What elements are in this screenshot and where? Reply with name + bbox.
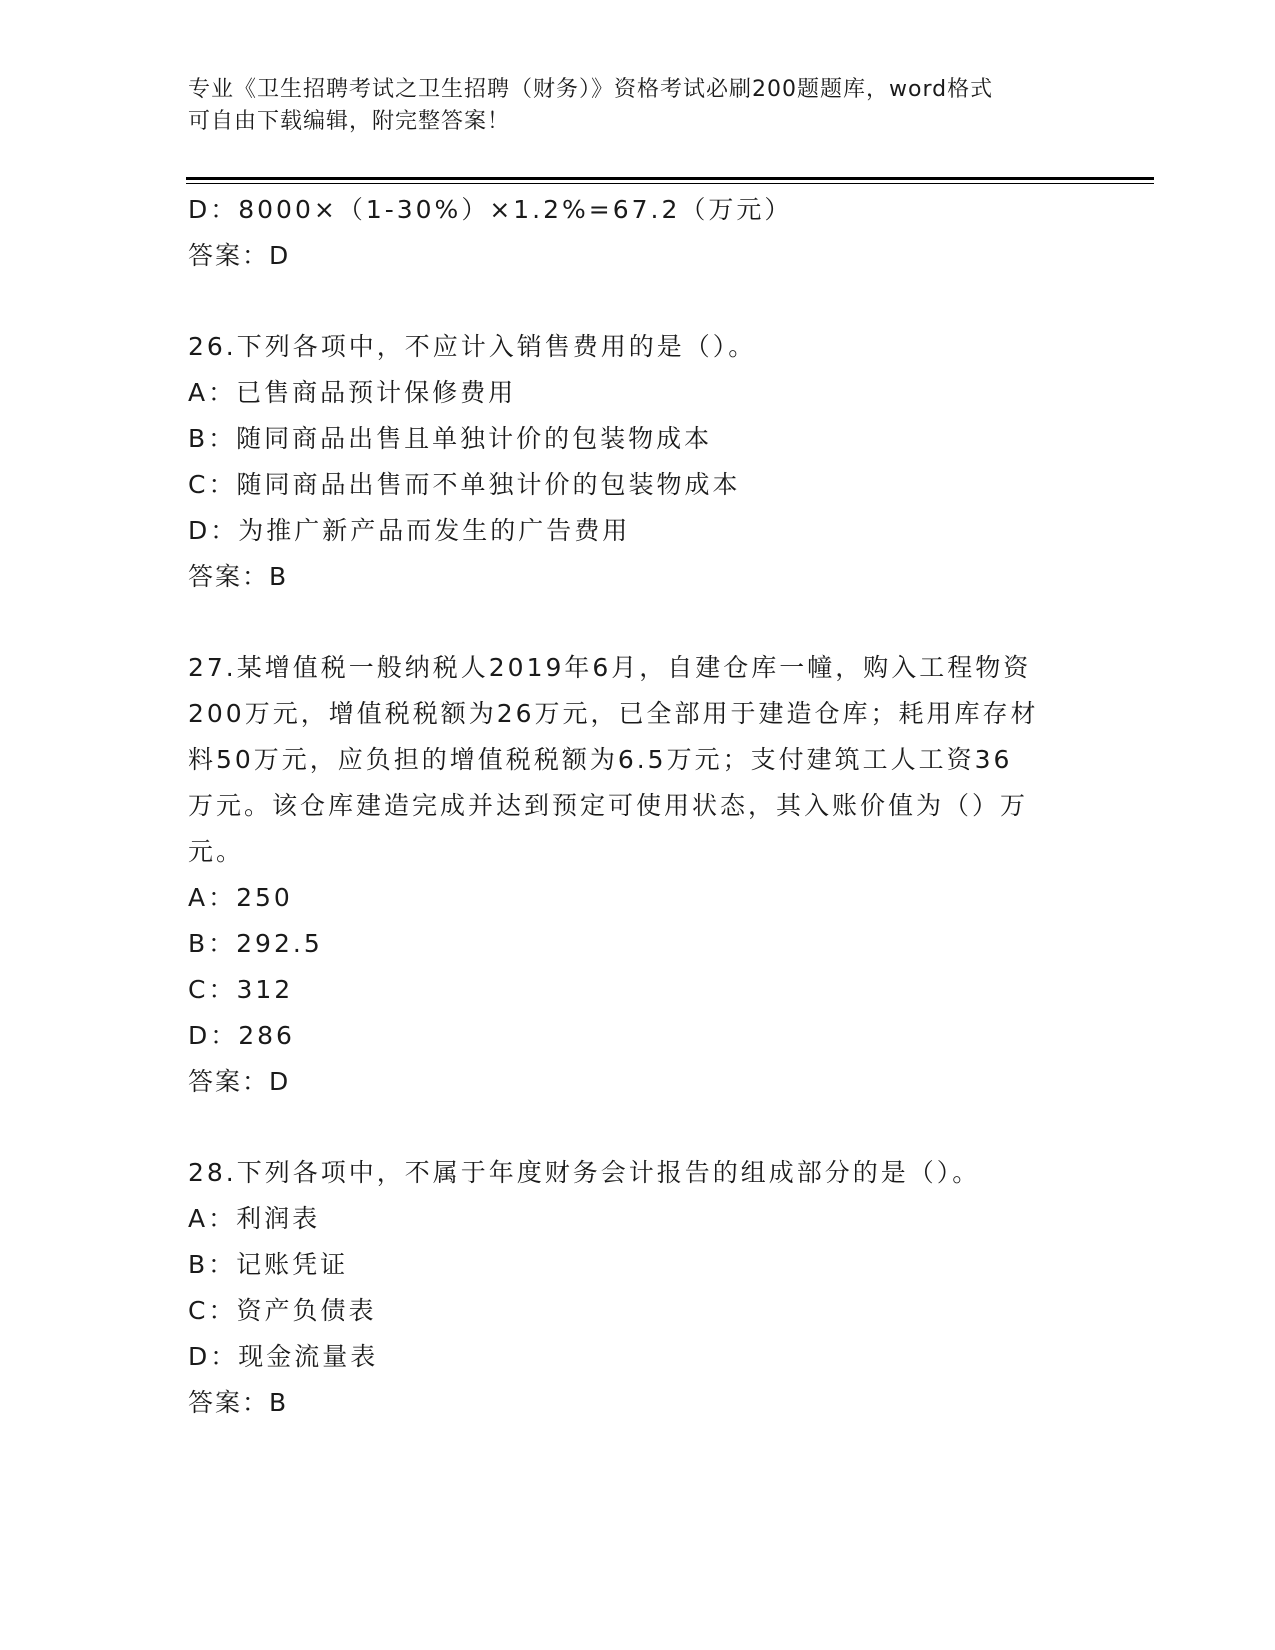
option-d: D：为推广新产品而发生的广告费用 bbox=[188, 516, 631, 545]
header-line-1: 专业《卫生招聘考试之卫生招聘（财务）》资格考试必刷200题题库，word格式 bbox=[188, 77, 994, 102]
header-line-2: 可自由下载编辑，附完整答案！ bbox=[188, 109, 511, 134]
option-b: B：记账凭证 bbox=[188, 1250, 349, 1279]
question-stem-line: 元。 bbox=[188, 837, 245, 866]
question-26 bbox=[188, 324, 1088, 600]
option-c: C：312 bbox=[188, 975, 294, 1004]
question-28 bbox=[188, 1150, 1088, 1426]
question-stem-line: 27.某增值税一般纳税人2019年6月，自建仓库一幢，购入工程物资 bbox=[188, 653, 1032, 682]
option-c: C：随同商品出售而不单独计价的包装物成本 bbox=[188, 470, 741, 499]
option-d: D：286 bbox=[188, 1021, 295, 1050]
header-divider-thick bbox=[186, 177, 1154, 180]
option-c: C：资产负债表 bbox=[188, 1296, 377, 1325]
question-stem-line: 万元。该仓库建造完成并达到预定可使用状态，其入账价值为（）万 bbox=[188, 791, 1029, 820]
question-stem-line: 200万元，增值税税额为26万元，已全部用于建造仓库；耗用库存材 bbox=[188, 699, 1039, 728]
answer-line: 答案：D bbox=[188, 1067, 291, 1096]
option-a: A：已售商品预计保修费用 bbox=[188, 378, 517, 407]
option-b: B：292.5 bbox=[188, 929, 323, 958]
option-d: D：现金流量表 bbox=[188, 1342, 379, 1371]
document-header bbox=[188, 74, 1068, 138]
question-content bbox=[188, 187, 1088, 1426]
question-27 bbox=[188, 645, 1088, 1105]
question-stem-line: 料50万元，应负担的增值税税额为6.5万元；支付建筑工人工资36 bbox=[188, 745, 1013, 774]
option-b: B：随同商品出售且单独计价的包装物成本 bbox=[188, 424, 713, 453]
option-d: D：8000×（1-30%）×1.2%=67.2（万元） bbox=[188, 195, 793, 224]
answer-line: 答案：B bbox=[188, 562, 289, 591]
header-divider-thin bbox=[186, 183, 1154, 184]
previous-question-tail bbox=[188, 187, 1088, 279]
answer-line: 答案：B bbox=[188, 1388, 289, 1417]
option-a: A：利润表 bbox=[188, 1204, 321, 1233]
answer-line: 答案：D bbox=[188, 241, 291, 270]
question-stem: 26.下列各项中，不应计入销售费用的是（）。 bbox=[188, 332, 757, 361]
option-a: A：250 bbox=[188, 883, 293, 912]
question-stem: 28.下列各项中，不属于年度财务会计报告的组成部分的是（）。 bbox=[188, 1158, 981, 1187]
